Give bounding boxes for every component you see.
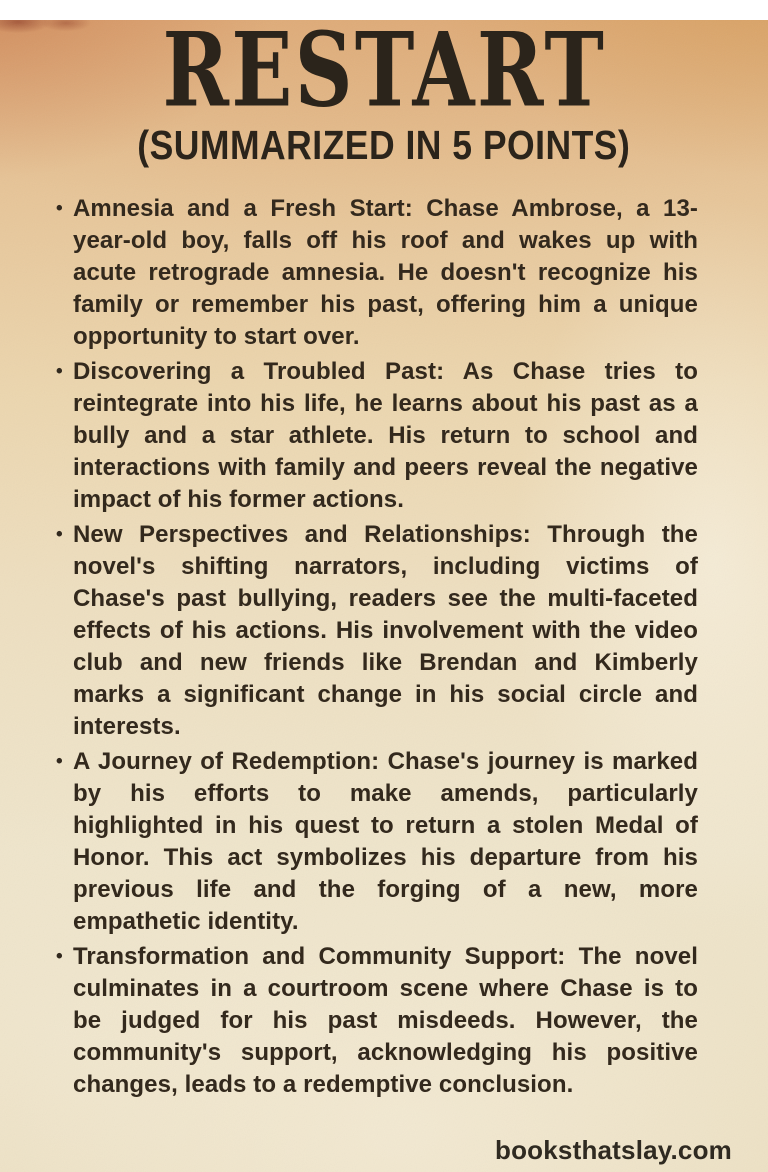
summary-point-text: Discovering a Troubled Past: As Chase tries to reintegrate into his life, he learns about his past as a bully and a star athlete. His return to school and interactions with family and peers reveal the negative impact of his former actions. <box>73 357 698 513</box>
list-item <box>56 193 698 353</box>
page-title <box>0 9 768 131</box>
summary-point-text: Amnesia and a Fresh Start: Chase Ambrose, a 13-year-old boy, falls off his roof and wakes up with acute retrograde amnesia. He doesn't recognize his family or remember his past, offering him a unique opportunity to start over. <box>73 194 698 350</box>
book-summary-poster <box>0 9 768 1172</box>
list-item <box>56 941 698 1101</box>
page-title-text: RESTART <box>162 9 606 131</box>
list-item <box>56 356 698 516</box>
summary-point-text: Transformation and Community Support: The novel culminates in a courtroom scene where Chase is to be judged for his past misdeeds. However, the community's support, acknowledging his positive changes, leads to a redemptive conclusion. <box>73 942 698 1098</box>
list-item <box>56 519 698 743</box>
summary-list <box>56 193 698 1101</box>
site-credit: booksthatslay.com <box>495 1135 732 1165</box>
poster-content <box>0 9 768 1172</box>
bullet-icon: • <box>56 750 63 772</box>
bullet-icon: • <box>56 523 63 545</box>
bullet-icon: • <box>56 197 63 219</box>
bullet-icon: • <box>56 945 63 967</box>
list-item <box>56 746 698 938</box>
page-subtitle <box>0 122 768 168</box>
summary-point-text: A Journey of Redemption: Chase's journey is marked by his efforts to make amends, particularly highlighted in his quest to return a stolen Medal of Honor. This act symbolizes his departure from his previous life and the forging of a new, more empathetic identity. <box>73 747 698 935</box>
bullet-icon: • <box>56 360 63 382</box>
summary-point-text: New Perspectives and Relationships: Through the novel's shifting narrators, including victims of Chase's past bullying, readers see the multi-faceted effects of his actions. His involvement with the video club and new friends like Brendan and Kimberly marks a significant change in his social circle and interests. <box>73 520 698 740</box>
page-subtitle-text: (SUMMARIZED IN 5 POINTS) <box>137 122 631 168</box>
